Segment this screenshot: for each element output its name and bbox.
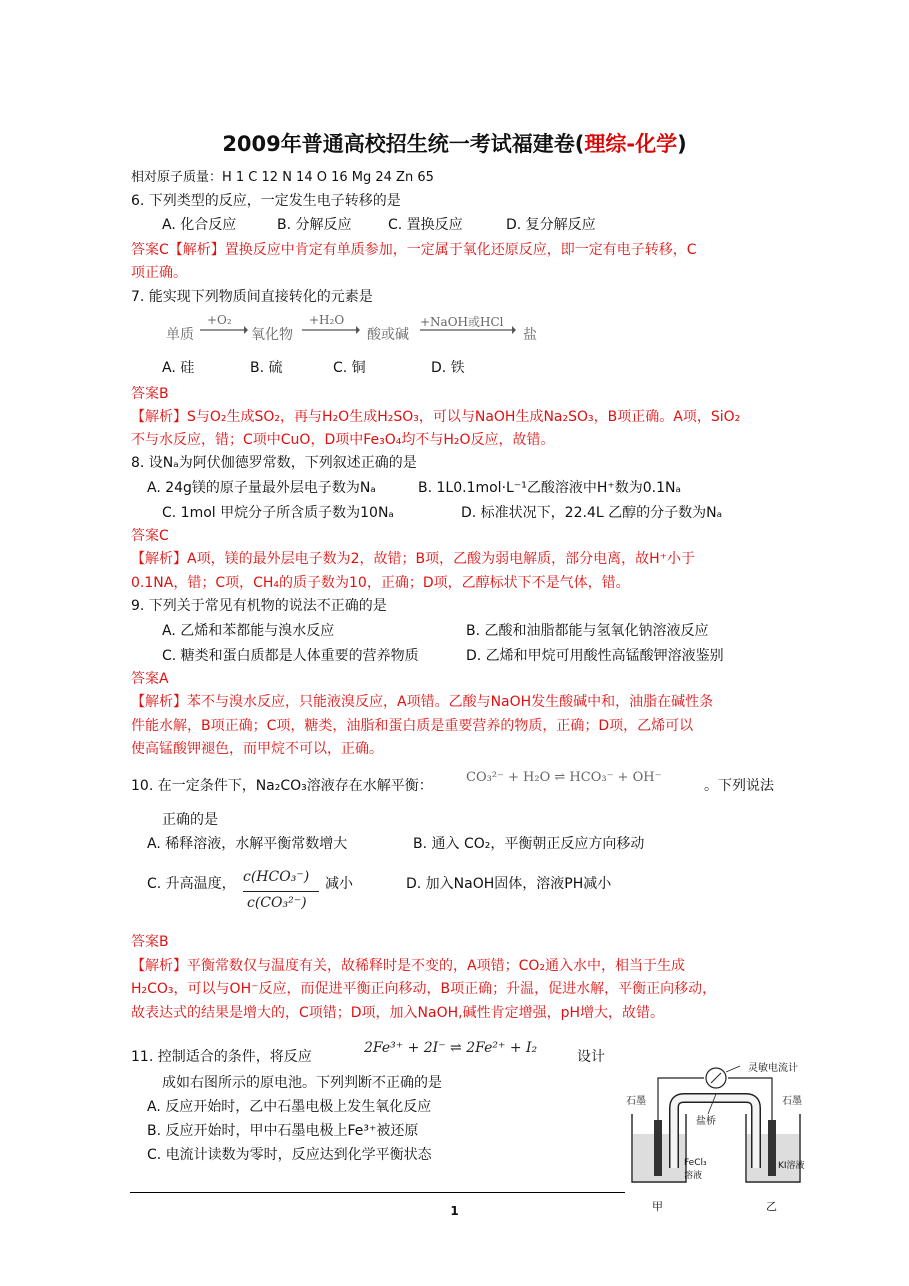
q8-explanation-2: 0.1NA，错；C项，CH₄的质子数为10，正确；D项，乙醇标状下不是气体，错。 (131, 575, 630, 591)
title-end: ) (677, 132, 687, 156)
q7-explanation-2: 不与水反应，错；C项中CuO，D项中Fe₃O₄均不与H₂O反应，故错。 (131, 432, 555, 448)
q10-option-d: D. 加入NaOH固体，溶液PH减小 (406, 876, 612, 892)
scheme-reagent-o2: +O₂ (207, 313, 232, 327)
q9-option-d: D. 乙烯和甲烷可用酸性高锰酸钾溶液鉴别 (466, 648, 724, 664)
figure-label-left-beaker: 甲 (652, 1200, 663, 1213)
q7-option-b: B. 硫 (250, 360, 283, 376)
scheme-reagent-naoh-hcl: +NaOH或HCl (420, 315, 504, 329)
scheme-acid-base: 酸或碱 (367, 327, 409, 343)
q6-option-c: C. 置换反应 (388, 217, 463, 233)
q7-option-c: C. 铜 (333, 360, 366, 376)
page-number: 1 (450, 1204, 459, 1218)
q8-option-c: C. 1mol 甲烷分子所含质子数为10Nₐ (162, 505, 394, 521)
q6-answer-cont: 项正确。 (131, 265, 187, 281)
q8-explanation-1: 【解析】A项，镁的最外层电子数为2，故错；B项，乙酸为弱电解质，部分电离，故H⁺小于 (131, 551, 696, 567)
q9-answer: 答案A (131, 671, 169, 687)
footer-divider (130, 1192, 625, 1193)
q8-stem: 8. 设Nₐ为阿伏伽德罗常数，下列叙述正确的是 (131, 455, 417, 471)
q10-explanation-1: 【解析】平衡常数仅与温度有关，故稀释时是不变的，A项错；CO₂通入水中，相当于生成 (131, 958, 685, 974)
arrow-icon (302, 325, 360, 335)
q10-equilibrium-equation: CO₃²⁻ + H₂O ⇌ HCO₃⁻ + OH⁻ (466, 770, 662, 785)
q11-stem: 11. 控制适合的条件，将反应 (131, 1049, 312, 1065)
left-electrode (654, 1120, 662, 1176)
q9-option-c: C. 糖类和蛋白质都是人体重要的营养物质 (162, 648, 419, 664)
q10-option-c-suffix: 减小 (325, 876, 353, 892)
q9-explanation-3: 使高锰酸钾褪色，而甲烷不可以，正确。 (131, 741, 383, 757)
q10-option-b: B. 通入 CO₂，平衡朝正反应方向移动 (413, 836, 645, 852)
q6-option-b: B. 分解反应 (277, 217, 352, 233)
q6-option-d: D. 复分解反应 (506, 217, 596, 233)
q6-option-a: A. 化合反应 (162, 217, 237, 233)
fraction-numerator: c(HCO₃⁻) (243, 869, 310, 885)
scheme-reagent-water: +H₂O (309, 313, 345, 327)
atomic-mass-line: 相对原子质量：H 1 C 12 N 14 O 16 Mg 24 Zn 65 (131, 170, 434, 185)
q11-option-b: B. 反应开始时，甲中石墨电极上Fe³⁺被还原 (147, 1123, 419, 1139)
q11-stem-cont: 成如右图所示的原电池。下列判断不正确的是 (162, 1075, 442, 1091)
q7-option-d: D. 铁 (431, 360, 465, 376)
q10-option-c-prefix: C. 升高温度， (147, 876, 236, 892)
q10-answer: 答案B (131, 934, 169, 950)
q9-option-a: A. 乙烯和苯都能与溴水反应 (162, 623, 335, 639)
q10-explanation-3: 故表达式的结果是增大的，C项错；D项，加入NaOH,碱性肯定增强，pH增大，故错。 (131, 1005, 665, 1021)
q10-stem: 10. 在一定条件下，Na₂CO₃溶液存在水解平衡： (131, 778, 433, 794)
figure-label-right-electrode: 石墨 (782, 1096, 802, 1107)
q10-option-a: A. 稀释溶液，水解平衡常数增大 (147, 836, 348, 852)
q8-option-b: B. 1L0.1mol·L⁻¹乙酸溶液中H⁺数为0.1Nₐ (418, 480, 681, 496)
scheme-element: 单质 (166, 327, 194, 343)
figure-label-left-solution: FeCl₃溶液 (684, 1158, 707, 1181)
q7-option-a: A. 硅 (162, 360, 195, 376)
page-title (0, 128, 909, 158)
q8-option-d: D. 标准状况下，22.4L 乙醇的分子数为Nₐ (461, 505, 723, 521)
scheme-oxide: 氧化物 (251, 327, 293, 343)
q10-explanation-2: H₂CO₃，可以与OH⁻反应，而促进平衡正向移动，B项正确；升温，促进水解，平衡正向移动， (131, 981, 717, 997)
q9-stem: 9. 下列关于常见有机物的说法不正确的是 (131, 598, 387, 614)
figure-label-left-electrode: 石墨 (626, 1096, 646, 1107)
q6-answer: 答案C【解析】置换反应中肯定有单质参加，一定属于氧化还原反应，即一定有电子转移，C (131, 242, 697, 258)
galvanic-cell-figure (622, 1064, 808, 1220)
q7-stem: 7. 能实现下列物质间直接转化的元素是 (131, 289, 373, 305)
q11-reaction-equation: 2Fe³⁺ + 2I⁻ ⇌ 2Fe²⁺ + I₂ (364, 1040, 538, 1056)
right-electrode (768, 1120, 776, 1176)
arrow-icon (420, 325, 516, 335)
arrow-icon (200, 325, 248, 335)
fraction-bar (243, 891, 319, 892)
q7-answer: 答案B (131, 386, 169, 402)
title-highlight: 理综-化学 (584, 132, 678, 156)
q9-option-b: B. 乙酸和油脂都能与氢氧化钠溶液反应 (466, 623, 709, 639)
figure-label-galvanometer: 灵敏电流计 (748, 1063, 798, 1074)
figure-label-salt-bridge: 盐桥 (696, 1116, 716, 1127)
q11-stem-end: 设计 (577, 1049, 605, 1065)
q10-stem-cont: 正确的是 (162, 812, 218, 828)
q6-stem: 6. 下列类型的反应，一定发生电子转移的是 (131, 193, 401, 209)
q7-explanation-1: 【解析】S与O₂生成SO₂，再与H₂O生成H₂SO₃，可以与NaOH生成Na₂SO₃，B项正确。A项，SiO₂ (131, 409, 741, 425)
q8-answer: 答案C (131, 528, 169, 544)
figure-label-right-solution: KI溶液 (778, 1161, 805, 1171)
scheme-salt: 盐 (523, 327, 537, 343)
q8-option-a: A. 24g镁的原子量最外层电子数为Nₐ (147, 480, 376, 496)
fraction-denominator: c(CO₃²⁻) (247, 895, 307, 911)
q9-explanation-2: 件能水解，B项正确；C项，糖类，油脂和蛋白质是重要营养的物质，正确；D项，乙烯可以 (131, 718, 694, 734)
q9-explanation-1: 【解析】苯不与溴水反应，只能液溴反应，A项错。乙酸与NaOH发生酸碱中和，油脂在碱性条 (131, 694, 714, 710)
q11-option-a: A. 反应开始时，乙中石墨电极上发生氧化反应 (147, 1099, 432, 1115)
title-main: 2009年普通高校招生统一考试福建卷( (222, 132, 585, 156)
figure-label-right-beaker: 乙 (766, 1200, 777, 1213)
q11-option-c: C. 电流计读数为零时，反应达到化学平衡状态 (147, 1147, 432, 1163)
q10-stem-end: 。下列说法 (704, 778, 774, 794)
